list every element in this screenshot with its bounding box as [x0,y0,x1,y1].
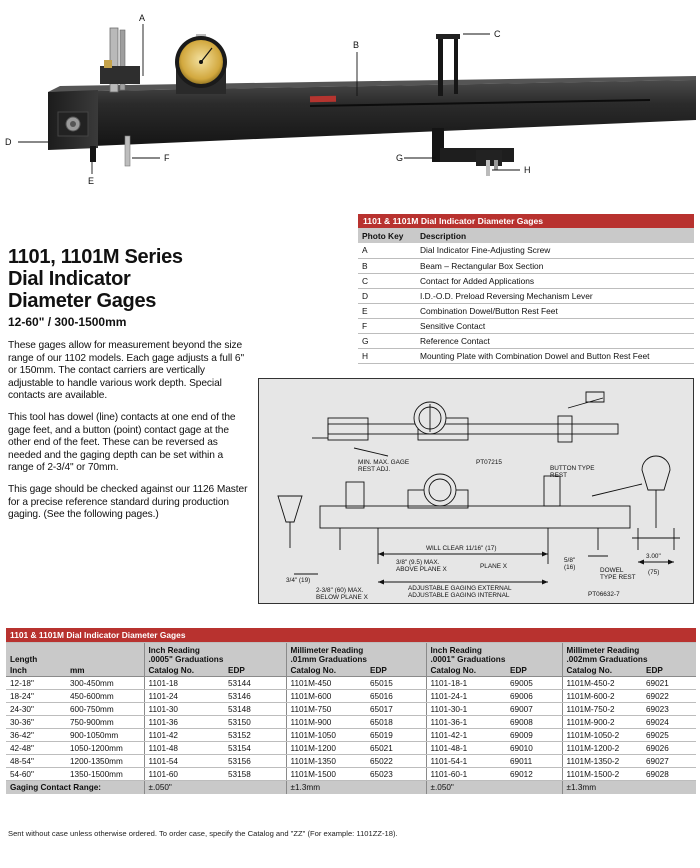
catalog-number: 1101M-600 [286,690,366,703]
edp-number: 69008 [506,716,562,729]
below-plane-label: 2-3/8" (60) MAX. [316,587,364,594]
label-g: G [396,153,404,163]
reference-contact [432,128,514,176]
length-inch: 36-42" [6,729,66,742]
table-row [358,303,694,318]
edp-number: 69021 [642,677,696,690]
group-length: Length [6,643,144,665]
catalog-number: 1101M-1200 [286,742,366,755]
edp-number: 69011 [506,755,562,768]
edp-number: 69028 [642,768,696,781]
edp-number: 69012 [506,768,562,781]
edp-number: 69027 [642,755,696,768]
catalog-number: 1101-30 [144,703,224,716]
length-mm: 1350-1500mm [66,768,144,781]
col-catalog: Catalog No. [144,665,224,677]
catalog-number: 1101-54 [144,755,224,768]
catalog-number: 1101M-1350 [286,755,366,768]
group-subtitle: .01mm Graduations [290,654,367,664]
edp-number: 53144 [224,677,286,690]
label-b: B [353,40,360,50]
catalog-number: 1101M-900-2 [562,716,642,729]
col-inch: Inch [6,665,66,677]
catalog-number: 1101M-600-2 [562,690,642,703]
edp-number: 69023 [642,703,696,716]
dim-5-8-label: 5/8" [564,557,576,564]
length-inch: 12-18" [6,677,66,690]
group-title: Inch Reading [148,645,200,655]
intro-text [8,340,248,531]
edp-number: 69010 [506,742,562,755]
intro-paragraph: These gages allow for measurement beyond the size range of our 1102 models. Each gage adjusts a full 6" or 150mm. The contact carriers are vertically adjustable to handle various work depth. Special contacts are available. [8,340,244,402]
length-inch: 42-48" [6,742,66,755]
key-letter: G [358,333,416,348]
group-mm-01 [286,643,426,665]
edp-number: 69006 [506,690,562,703]
catalog-number: 1101M-1050 [286,729,366,742]
key-letter: D [358,288,416,303]
catalog-number: 1101-24 [144,690,224,703]
length-inch: 48-54" [6,755,66,768]
col-mm: mm [66,665,144,677]
edp-number: 69024 [642,716,696,729]
title-line: 1101, 1101M Series [8,246,183,268]
table-row [358,348,694,363]
edp-number: 69007 [506,703,562,716]
table-row [358,288,694,303]
edp-number: 53154 [224,742,286,755]
table-row [358,273,694,288]
key-header-photo-key: Photo Key [358,228,416,243]
edp-number: 53152 [224,729,286,742]
edp-number: 65016 [366,690,426,703]
key-header-description: Description [416,228,694,243]
key-letter: F [358,318,416,333]
label-c: C [494,29,501,39]
edp-number: 53158 [224,768,286,781]
catalog-number: 1101M-1200-2 [562,742,642,755]
dim-3-label: (75) [648,569,660,576]
dim-5-8-label: (16) [564,564,576,571]
group-inch-0005 [144,643,286,665]
above-plane-label: 3/8" (9.5) MAX. [396,559,440,566]
col-edp: EDP [224,665,286,677]
label-d: D [5,137,12,147]
contact-range-value: ±1.3mm [286,781,426,794]
ordering-note: Sent without case unless otherwise ordered. To order case, specify the Catalog and "ZZ" (For example: 1101ZZ-18). [8,829,398,838]
table-row [358,318,694,333]
catalog-number: 1101-48-1 [426,742,506,755]
table-row [6,755,696,768]
group-mm-002 [562,643,696,665]
edp-number: 53150 [224,716,286,729]
catalog-number: 1101M-1500 [286,768,366,781]
edp-number: 65022 [366,755,426,768]
group-title: Inch Reading [430,645,482,655]
catalog-number: 1101M-1500-2 [562,768,642,781]
edp-number: 53146 [224,690,286,703]
catalog-number: 1101-60 [144,768,224,781]
catalog-number: 1101M-450-2 [562,677,642,690]
length-mm: 900-1050mm [66,729,144,742]
dim-3-4-label: 3/4" (19) [286,577,311,584]
key-letter: H [358,348,416,363]
catalog-number: 1101-54-1 [426,755,506,768]
clearance-label: WILL CLEAR 11/16" (17) [426,545,497,552]
catalog-number: 1101-18 [144,677,224,690]
below-plane-label: BELOW PLANE X [316,594,368,601]
col-edp: EDP [366,665,426,677]
col-edp: EDP [642,665,696,677]
length-mm: 600-750mm [66,703,144,716]
table-row [6,690,696,703]
group-title: Millimeter Reading [290,645,364,655]
spec-table-body [6,677,696,781]
col-catalog: Catalog No. [286,665,366,677]
title-line: Dial Indicator [8,268,131,290]
key-description: Reference Contact [416,333,694,348]
dim-3-label: 3.00" [646,553,661,560]
catalog-number: 1101-30-1 [426,703,506,716]
key-description: Mounting Plate with Combination Dowel and Button Rest Feet [416,348,694,363]
catalog-number: 1101M-750-2 [562,703,642,716]
key-letter: C [358,273,416,288]
catalog-number: 1101-60-1 [426,768,506,781]
key-description: Sensitive Contact [416,318,694,333]
adjustable-internal-label: ADJUSTABLE GAGING INTERNAL [408,592,510,599]
table-row [6,716,696,729]
edp-number: 69026 [642,742,696,755]
gage-rest-label: REST ADJ. [358,466,391,473]
table-row [6,768,696,781]
catalog-number: 1101-42 [144,729,224,742]
table-row [6,729,696,742]
catalog-number: 1101M-450 [286,677,366,690]
intro-paragraph: This tool has dowel (line) contacts at one end of the gage feet, and a button (point) contact gage at the other end of the feet. These can be reversed as needed and the gaging depth can be set within a range of 2-3/4" or 70mm. [8,411,236,474]
dial-indicator [175,34,227,94]
length-inch: 30-36" [6,716,66,729]
edp-number: 65018 [366,716,426,729]
key-description: Contact for Added Applications [416,273,694,288]
edp-number: 65015 [366,677,426,690]
catalog-number: 1101-36-1 [426,716,506,729]
label-e: E [88,176,95,186]
key-description: Dial Indicator Fine-Adjusting Screw [416,243,694,258]
plane-x-label: PLANE X [480,563,507,570]
key-description: I.D.-O.D. Preload Reversing Mechanism Lever [416,288,694,303]
contact-range-label: Gaging Contact Range: [6,781,144,794]
catalog-number: 1101-42-1 [426,729,506,742]
page-title [8,246,248,312]
contact-range-row [6,781,696,794]
product-photo [0,0,700,200]
length-mm: 300-450mm [66,677,144,690]
part-number-bottom: PT06632-7 [588,591,620,598]
group-subtitle: .0001" Graduations [430,654,506,664]
col-catalog: Catalog No. [562,665,642,677]
table-row [358,243,694,258]
key-description: Beam – Rectangular Box Section [416,258,694,273]
label-h: H [524,165,531,175]
title-line: Diameter Gages [8,290,157,312]
button-rest-label: BUTTON TYPE [550,465,595,472]
table-row [6,742,696,755]
length-inch: 24-30" [6,703,66,716]
key-description: Combination Dowel/Button Rest Feet [416,303,694,318]
edp-number: 53156 [224,755,286,768]
catalog-number: 1101-36 [144,716,224,729]
table-row [6,703,696,716]
key-letter: B [358,258,416,273]
dimension-diagram [258,378,694,604]
photo-key-table [358,214,694,364]
table-row [358,258,694,273]
label-a: A [139,13,146,23]
edp-number: 65023 [366,768,426,781]
contact-range-value: ±.050" [144,781,286,794]
length-mm: 1200-1350mm [66,755,144,768]
edp-number: 65019 [366,729,426,742]
button-rest-label: REST [550,472,568,479]
adjustable-external-label: ADJUSTABLE GAGING EXTERNAL [408,585,512,592]
col-edp: EDP [506,665,562,677]
edp-number: 69009 [506,729,562,742]
catalog-spec-table [6,628,696,794]
part-number-top: PT07215 [476,459,502,466]
catalog-number: 1101M-750 [286,703,366,716]
gage-rest-label: MIN. MAX. GAGE [358,459,410,466]
table-row [358,333,694,348]
catalog-number: 1101-48 [144,742,224,755]
group-title: Millimeter Reading [566,645,640,655]
edp-number: 53148 [224,703,286,716]
product-heading [8,246,248,329]
length-inch: 54-60" [6,768,66,781]
length-mm: 750-900mm [66,716,144,729]
above-plane-label: ABOVE PLANE X [396,566,447,573]
edp-number: 65021 [366,742,426,755]
catalog-number: 1101M-900 [286,716,366,729]
contact-range-value: ±1.3mm [562,781,696,794]
group-subtitle: .002mm Graduations [566,654,648,664]
contact-range-value: ±.050" [426,781,562,794]
catalog-number: 1101-24-1 [426,690,506,703]
key-letter: E [358,303,416,318]
end-block [48,90,98,150]
catalog-number: 1101M-1350-2 [562,755,642,768]
col-catalog: Catalog No. [426,665,506,677]
length-mm: 1050-1200mm [66,742,144,755]
group-inch-0001 [426,643,562,665]
gage-beam [48,76,696,148]
key-table-caption: 1101 & 1101M Dial Indicator Diameter Gages [358,214,694,228]
table-row [6,677,696,690]
edp-number: 69025 [642,729,696,742]
edp-number: 69022 [642,690,696,703]
dowel-rest-label: DOWEL [600,567,624,574]
catalog-number: 1101M-1050-2 [562,729,642,742]
length-mm: 450-600mm [66,690,144,703]
dowel-rest-label: TYPE REST [600,574,636,581]
label-f: F [164,153,170,163]
spec-table-caption: 1101 & 1101M Dial Indicator Diameter Gages [6,628,696,643]
edp-number: 69005 [506,677,562,690]
length-inch: 18-24" [6,690,66,703]
intro-paragraph: This gage should be checked against our 1126 Master for a precise reference standard during production gaging. (See the following pages.) [8,483,248,521]
key-letter: A [358,243,416,258]
group-subtitle: .0005" Graduations [148,654,224,664]
catalog-number: 1101-18-1 [426,677,506,690]
size-range-subtitle: 12-60" / 300-1500mm [8,315,127,329]
edp-number: 65017 [366,703,426,716]
adjusting-screw [100,28,140,92]
